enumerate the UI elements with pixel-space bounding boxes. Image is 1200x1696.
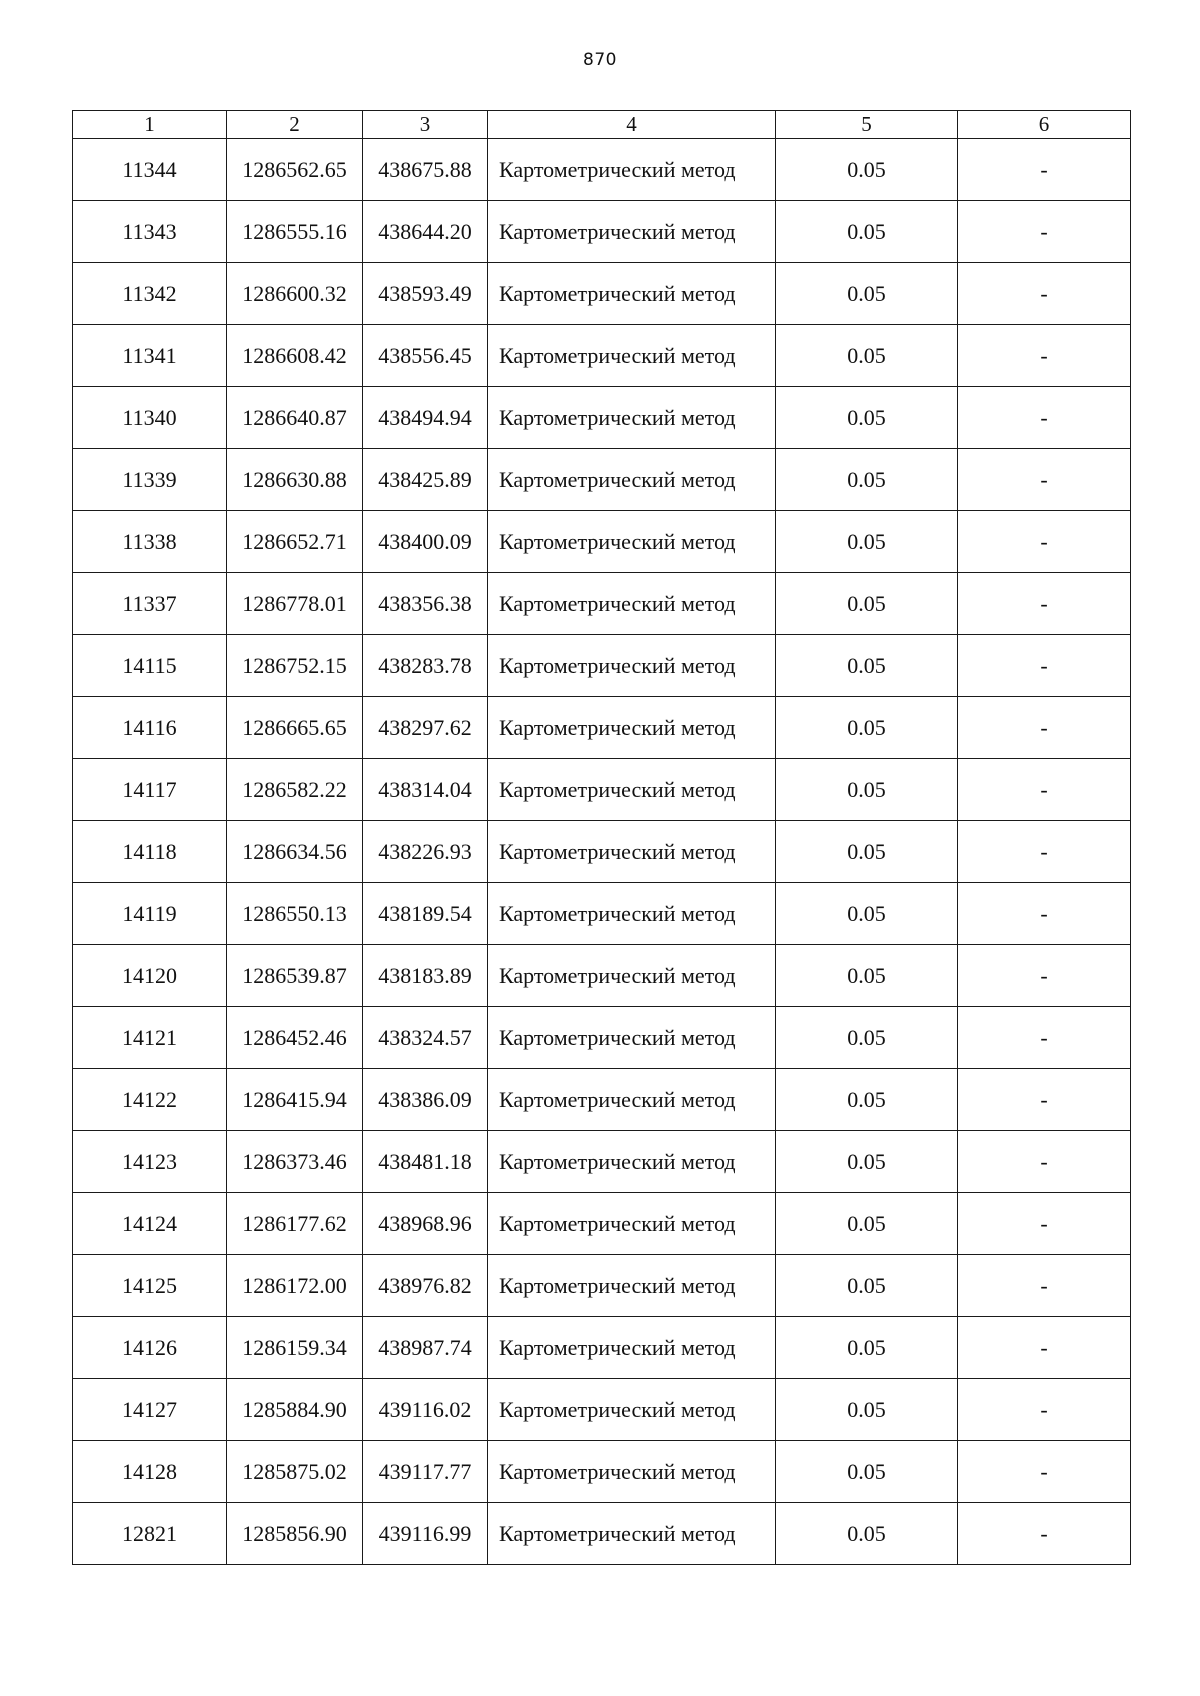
point-number-cell: 14123	[73, 1131, 227, 1193]
table-row	[73, 1255, 1131, 1317]
note-cell: -	[958, 325, 1131, 387]
method-cell: Картометрический метод	[488, 1379, 776, 1441]
method-cell: Картометрический метод	[488, 1069, 776, 1131]
note-cell: -	[958, 883, 1131, 945]
note-cell: -	[958, 201, 1131, 263]
y-coordinate-cell: 438314.04	[363, 759, 488, 821]
table-row	[73, 1131, 1131, 1193]
method-cell: Картометрический метод	[488, 1193, 776, 1255]
method-cell: Картометрический метод	[488, 697, 776, 759]
accuracy-cell: 0.05	[776, 573, 958, 635]
y-coordinate-cell: 438297.62	[363, 697, 488, 759]
x-coordinate-cell: 1286652.71	[227, 511, 363, 573]
page-number: 870	[583, 50, 617, 70]
table-row	[73, 573, 1131, 635]
x-coordinate-cell: 1286539.87	[227, 945, 363, 1007]
y-coordinate-cell: 438593.49	[363, 263, 488, 325]
method-cell: Картометрический метод	[488, 1131, 776, 1193]
accuracy-cell: 0.05	[776, 1255, 958, 1317]
table-row	[73, 1503, 1131, 1565]
header-cell-3: 3	[363, 111, 488, 139]
point-number-cell: 14126	[73, 1317, 227, 1379]
x-coordinate-cell: 1286778.01	[227, 573, 363, 635]
y-coordinate-cell: 438976.82	[363, 1255, 488, 1317]
table-row	[73, 1193, 1131, 1255]
accuracy-cell: 0.05	[776, 201, 958, 263]
accuracy-cell: 0.05	[776, 1193, 958, 1255]
note-cell: -	[958, 1069, 1131, 1131]
note-cell: -	[958, 1379, 1131, 1441]
accuracy-cell: 0.05	[776, 635, 958, 697]
header-cell-2: 2	[227, 111, 363, 139]
method-cell: Картометрический метод	[488, 1317, 776, 1379]
y-coordinate-cell: 438675.88	[363, 139, 488, 201]
method-cell: Картометрический метод	[488, 511, 776, 573]
accuracy-cell: 0.05	[776, 139, 958, 201]
point-number-cell: 14127	[73, 1379, 227, 1441]
x-coordinate-cell: 1286562.65	[227, 139, 363, 201]
table-row	[73, 201, 1131, 263]
method-cell: Картометрический метод	[488, 821, 776, 883]
point-number-cell: 14119	[73, 883, 227, 945]
accuracy-cell: 0.05	[776, 1069, 958, 1131]
note-cell: -	[958, 635, 1131, 697]
note-cell: -	[958, 1441, 1131, 1503]
note-cell: -	[958, 821, 1131, 883]
table-row	[73, 1069, 1131, 1131]
method-cell: Картометрический метод	[488, 573, 776, 635]
y-coordinate-cell: 438494.94	[363, 387, 488, 449]
coordinates-table	[72, 110, 1131, 1565]
accuracy-cell: 0.05	[776, 1131, 958, 1193]
note-cell: -	[958, 573, 1131, 635]
table-row	[73, 821, 1131, 883]
accuracy-cell: 0.05	[776, 1007, 958, 1069]
x-coordinate-cell: 1286555.16	[227, 201, 363, 263]
x-coordinate-cell: 1285856.90	[227, 1503, 363, 1565]
point-number-cell: 11342	[73, 263, 227, 325]
table-row	[73, 1379, 1131, 1441]
accuracy-cell: 0.05	[776, 325, 958, 387]
accuracy-cell: 0.05	[776, 1503, 958, 1565]
table-header	[73, 111, 1131, 139]
point-number-cell: 12821	[73, 1503, 227, 1565]
accuracy-cell: 0.05	[776, 697, 958, 759]
point-number-cell: 14125	[73, 1255, 227, 1317]
table-row	[73, 263, 1131, 325]
y-coordinate-cell: 438425.89	[363, 449, 488, 511]
point-number-cell: 14122	[73, 1069, 227, 1131]
y-coordinate-cell: 438481.18	[363, 1131, 488, 1193]
table-row	[73, 697, 1131, 759]
point-number-cell: 14128	[73, 1441, 227, 1503]
point-number-cell: 11340	[73, 387, 227, 449]
y-coordinate-cell: 438386.09	[363, 1069, 488, 1131]
table-body	[73, 139, 1131, 1565]
method-cell: Картометрический метод	[488, 945, 776, 1007]
point-number-cell: 11344	[73, 139, 227, 201]
accuracy-cell: 0.05	[776, 263, 958, 325]
accuracy-cell: 0.05	[776, 759, 958, 821]
note-cell: -	[958, 1255, 1131, 1317]
x-coordinate-cell: 1286177.62	[227, 1193, 363, 1255]
header-cell-5: 5	[776, 111, 958, 139]
x-coordinate-cell: 1285875.02	[227, 1441, 363, 1503]
point-number-cell: 14115	[73, 635, 227, 697]
table-row	[73, 635, 1131, 697]
method-cell: Картометрический метод	[488, 1503, 776, 1565]
x-coordinate-cell: 1286665.65	[227, 697, 363, 759]
y-coordinate-cell: 438324.57	[363, 1007, 488, 1069]
y-coordinate-cell: 439116.99	[363, 1503, 488, 1565]
note-cell: -	[958, 1131, 1131, 1193]
y-coordinate-cell: 438183.89	[363, 945, 488, 1007]
accuracy-cell: 0.05	[776, 883, 958, 945]
method-cell: Картометрический метод	[488, 883, 776, 945]
method-cell: Картометрический метод	[488, 325, 776, 387]
note-cell: -	[958, 1007, 1131, 1069]
accuracy-cell: 0.05	[776, 945, 958, 1007]
x-coordinate-cell: 1286452.46	[227, 1007, 363, 1069]
table-row	[73, 759, 1131, 821]
y-coordinate-cell: 438226.93	[363, 821, 488, 883]
method-cell: Картометрический метод	[488, 1441, 776, 1503]
table-row	[73, 449, 1131, 511]
table-row	[73, 883, 1131, 945]
y-coordinate-cell: 438189.54	[363, 883, 488, 945]
accuracy-cell: 0.05	[776, 1317, 958, 1379]
note-cell: -	[958, 1317, 1131, 1379]
x-coordinate-cell: 1286172.00	[227, 1255, 363, 1317]
table-row	[73, 511, 1131, 573]
y-coordinate-cell: 438987.74	[363, 1317, 488, 1379]
note-cell: -	[958, 1193, 1131, 1255]
note-cell: -	[958, 511, 1131, 573]
note-cell: -	[958, 263, 1131, 325]
method-cell: Картометрический метод	[488, 263, 776, 325]
method-cell: Картометрический метод	[488, 449, 776, 511]
y-coordinate-cell: 438400.09	[363, 511, 488, 573]
method-cell: Картометрический метод	[488, 201, 776, 263]
accuracy-cell: 0.05	[776, 821, 958, 883]
note-cell: -	[958, 1503, 1131, 1565]
table-row	[73, 945, 1131, 1007]
point-number-cell: 11339	[73, 449, 227, 511]
point-number-cell: 14124	[73, 1193, 227, 1255]
x-coordinate-cell: 1286550.13	[227, 883, 363, 945]
point-number-cell: 11343	[73, 201, 227, 263]
accuracy-cell: 0.05	[776, 1441, 958, 1503]
x-coordinate-cell: 1286415.94	[227, 1069, 363, 1131]
x-coordinate-cell: 1286608.42	[227, 325, 363, 387]
x-coordinate-cell: 1286582.22	[227, 759, 363, 821]
point-number-cell: 14121	[73, 1007, 227, 1069]
x-coordinate-cell: 1286159.34	[227, 1317, 363, 1379]
point-number-cell: 14116	[73, 697, 227, 759]
method-cell: Картометрический метод	[488, 759, 776, 821]
note-cell: -	[958, 759, 1131, 821]
note-cell: -	[958, 697, 1131, 759]
x-coordinate-cell: 1286634.56	[227, 821, 363, 883]
header-cell-4: 4	[488, 111, 776, 139]
y-coordinate-cell: 438283.78	[363, 635, 488, 697]
method-cell: Картометрический метод	[488, 139, 776, 201]
header-row	[73, 111, 1131, 139]
point-number-cell: 14117	[73, 759, 227, 821]
y-coordinate-cell: 439116.02	[363, 1379, 488, 1441]
accuracy-cell: 0.05	[776, 449, 958, 511]
y-coordinate-cell: 438968.96	[363, 1193, 488, 1255]
note-cell: -	[958, 449, 1131, 511]
x-coordinate-cell: 1286630.88	[227, 449, 363, 511]
note-cell: -	[958, 387, 1131, 449]
y-coordinate-cell: 438644.20	[363, 201, 488, 263]
table-row	[73, 1441, 1131, 1503]
header-cell-6: 6	[958, 111, 1131, 139]
method-cell: Картометрический метод	[488, 1255, 776, 1317]
header-cell-1: 1	[73, 111, 227, 139]
note-cell: -	[958, 139, 1131, 201]
point-number-cell: 14120	[73, 945, 227, 1007]
accuracy-cell: 0.05	[776, 387, 958, 449]
y-coordinate-cell: 439117.77	[363, 1441, 488, 1503]
point-number-cell: 11337	[73, 573, 227, 635]
table-row	[73, 325, 1131, 387]
x-coordinate-cell: 1286600.32	[227, 263, 363, 325]
point-number-cell: 11341	[73, 325, 227, 387]
x-coordinate-cell: 1285884.90	[227, 1379, 363, 1441]
table-row	[73, 139, 1131, 201]
y-coordinate-cell: 438356.38	[363, 573, 488, 635]
x-coordinate-cell: 1286640.87	[227, 387, 363, 449]
x-coordinate-cell: 1286373.46	[227, 1131, 363, 1193]
accuracy-cell: 0.05	[776, 511, 958, 573]
point-number-cell: 11338	[73, 511, 227, 573]
table-row	[73, 1007, 1131, 1069]
x-coordinate-cell: 1286752.15	[227, 635, 363, 697]
accuracy-cell: 0.05	[776, 1379, 958, 1441]
point-number-cell: 14118	[73, 821, 227, 883]
method-cell: Картометрический метод	[488, 1007, 776, 1069]
method-cell: Картометрический метод	[488, 387, 776, 449]
table-row	[73, 387, 1131, 449]
method-cell: Картометрический метод	[488, 635, 776, 697]
y-coordinate-cell: 438556.45	[363, 325, 488, 387]
note-cell: -	[958, 945, 1131, 1007]
table-row	[73, 1317, 1131, 1379]
